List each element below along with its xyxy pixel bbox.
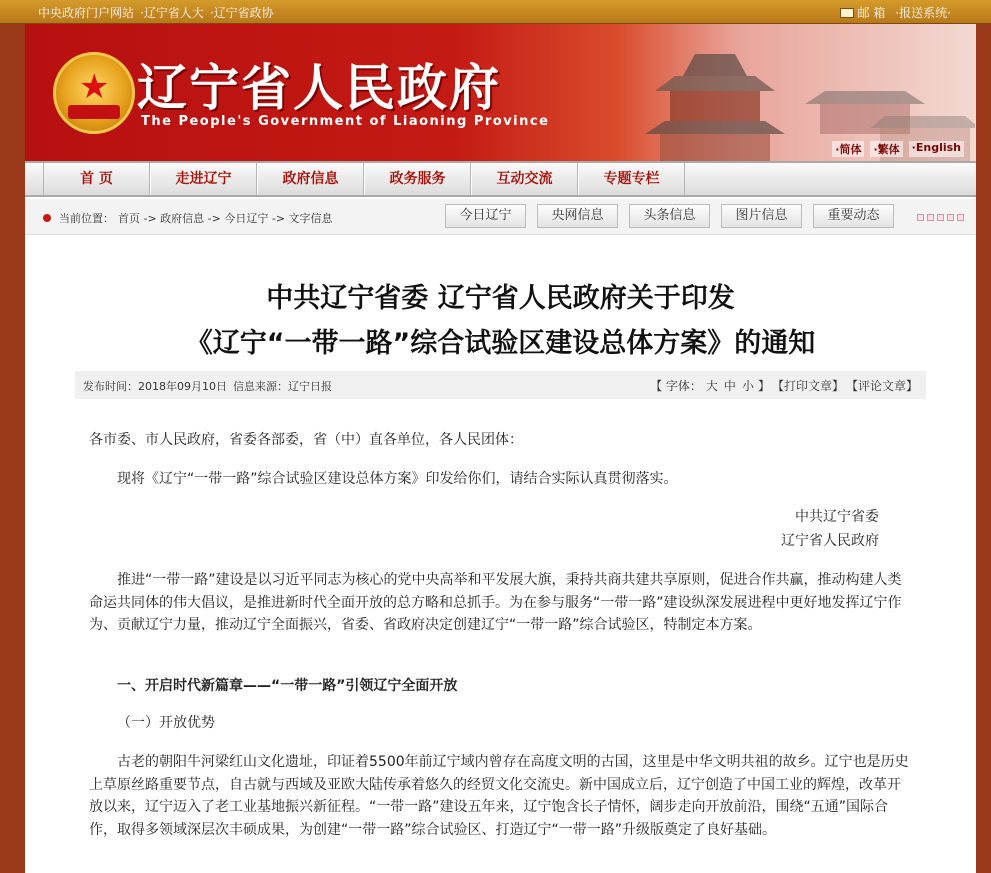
- intro-paragraph: 现将《辽宁“一带一路”综合试验区建设总体方案》印发给你们，请结合实际认真贯彻落实。: [117, 471, 678, 487]
- paragraph-1: 推进“一带一路”建设是以习近平同志为核心的党中央高举和平发展大旗，秉持共商共建共享原则，促进合作共赢，推动构建人类命运共同体的伟大倡议，是推进新时代全面开放的总方略和总抓手。为在参与服务“一带一路”建设纵深发展进程中更好地发挥辽宁作为、贡献辽宁力量，推动辽宁全面振兴，省委、省政府决定创建辽宁“一带一路”综合试验区，特制定本方案。: [89, 572, 902, 633]
- article-title-line1: 中共辽宁省委 辽宁省人民政府关于印发: [266, 283, 735, 314]
- tab-headlines[interactable]: 头条信息: [629, 204, 710, 228]
- signature-committee: 中共辽宁省委: [795, 509, 879, 525]
- article-meta-bar: [75, 371, 926, 399]
- site-banner: [25, 24, 976, 161]
- npc-link[interactable]: ·辽宁省人大: [140, 6, 204, 20]
- location-icon: [43, 214, 51, 222]
- nav-gov-services[interactable]: 政务服务: [364, 163, 471, 195]
- nav-home[interactable]: 首 页: [43, 163, 150, 195]
- font-size-label: 【 字体：: [650, 379, 702, 393]
- tab-important-news[interactable]: 重要动态: [813, 204, 894, 228]
- mail-link[interactable]: [840, 4, 886, 21]
- info-source: 信息来源：辽宁日报: [233, 380, 332, 393]
- mail-icon: [840, 8, 854, 18]
- font-size-small[interactable]: 小: [741, 379, 754, 393]
- print-article-link[interactable]: 【打印文章】: [771, 379, 844, 393]
- portal-link[interactable]: 中央政府门户网站: [38, 6, 135, 20]
- tab-picture-info[interactable]: 图片信息: [721, 204, 802, 228]
- breadcrumb-path[interactable]: 首页 -> 政府信息 -> 今日辽宁 -> 文字信息: [118, 212, 333, 225]
- tab-today-liaoning[interactable]: 今日辽宁: [445, 204, 526, 228]
- signature-government: 辽宁省人民政府: [781, 533, 879, 549]
- lang-simplified[interactable]: ·简体: [832, 141, 864, 157]
- nav-special-topics[interactable]: 专题专栏: [578, 163, 685, 195]
- greeting: 各市委、市人民政府，省委各部委，省（中）直各单位，各人民团体：: [89, 432, 523, 448]
- main-nav: [25, 161, 976, 197]
- decorative-dots: [917, 214, 964, 221]
- font-size-medium[interactable]: 中: [723, 379, 736, 393]
- category-tabs: [445, 204, 894, 228]
- font-size-large[interactable]: 大: [705, 379, 718, 393]
- article-title-line2: 《辽宁“一带一路”综合试验区建设总体方案》的通知: [185, 328, 816, 359]
- national-emblem-icon: [53, 52, 135, 134]
- font-size-close: 】: [757, 379, 770, 393]
- comment-article-link[interactable]: 【评论文章】: [845, 379, 918, 393]
- nav-about-liaoning[interactable]: 走进辽宁: [150, 163, 257, 195]
- page-container: [25, 24, 976, 873]
- nav-interaction[interactable]: 互动交流: [471, 163, 578, 195]
- nav-gov-info[interactable]: 政府信息: [257, 163, 364, 195]
- breadcrumb-label: 当前位置：: [59, 212, 114, 225]
- cppcc-link[interactable]: ·辽宁省政协: [209, 6, 274, 20]
- language-switcher: [832, 141, 964, 157]
- report-system-link[interactable]: ·报送系统·: [895, 6, 951, 20]
- subsection-heading-1: （一）开放优势: [117, 715, 215, 731]
- top-utility-bar: [0, 0, 991, 24]
- lang-traditional[interactable]: ·繁体: [870, 141, 902, 157]
- publish-date: 发布时间：2018年09月10日: [83, 380, 227, 393]
- lang-english[interactable]: ·English: [909, 141, 964, 157]
- paragraph-2: 古老的朝阳牛河梁红山文化遗址，印证着5500年前辽宁域内曾存在高度文明的古国，这里是中华文明共祖的故乡。辽宁也是历史上草原丝路重要节点，自古就与西域及亚欧大陆传承着悠久的经贸文化交流史。新中国成立后，辽宁创造了中国工业的辉煌，改革开放以来，辽宁迈入了老工业基地振兴新征程。“一带一路”建设五年来，辽宁饱含长子情怀，阔步走向开放前沿，围绕“五通”国际合作，取得多领域深层次丰硕成果，为创建“一带一路”综合试验区、打造辽宁“一带一路”升级版奠定了良好基础。: [89, 754, 909, 838]
- site-subtitle: The People's Government of Liaoning Province: [141, 114, 550, 129]
- section-heading-1: 一、开启时代新篇章——“一带一路”引领辽宁全面开放: [117, 678, 458, 694]
- site-title: 辽宁省人民政府: [137, 59, 501, 117]
- mail-label: 邮 箱: [857, 6, 886, 20]
- breadcrumb-row: [25, 199, 976, 235]
- tab-central-gov-info[interactable]: 央网信息: [537, 204, 618, 228]
- breadcrumb: [43, 210, 333, 226]
